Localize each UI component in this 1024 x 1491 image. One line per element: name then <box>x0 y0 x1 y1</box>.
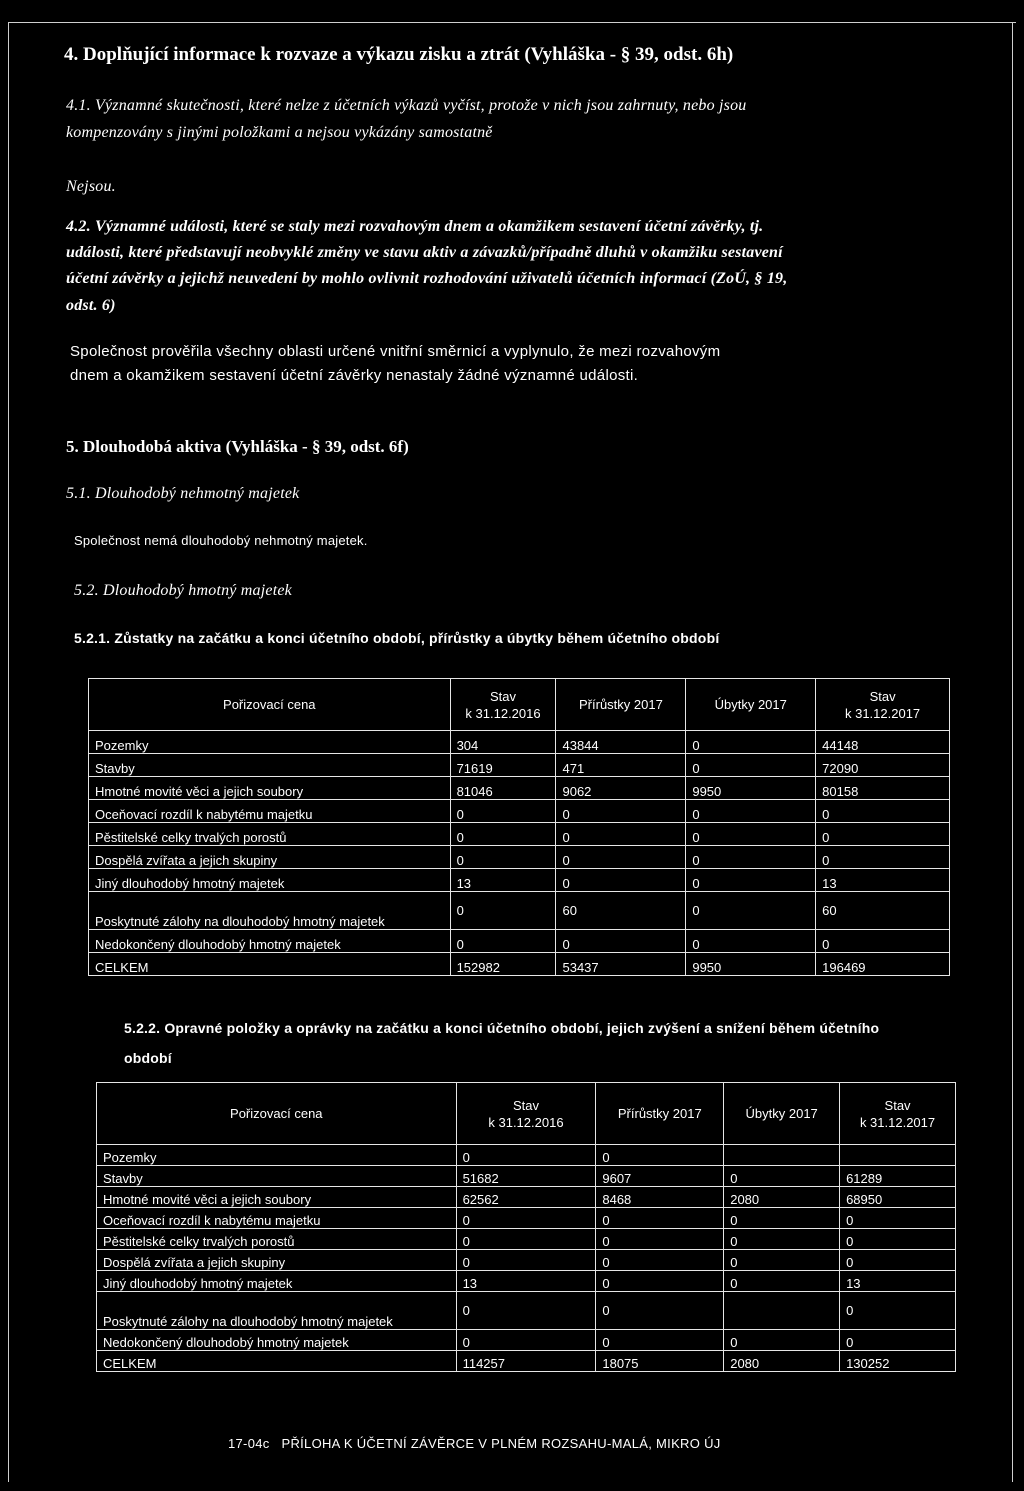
cell-end: 60 <box>816 892 950 930</box>
table-row <box>89 754 950 777</box>
row-label: Poskytnuté zálohy na dlouhodobý hmotný majetek <box>89 892 451 930</box>
s42-text1: Společnost prověřila všechny oblasti určené vnitřní směrnicí a vyplynulo, že mezi rozvahovým <box>70 343 721 360</box>
row-label: Pěstitelské celky trvalých porostů <box>97 1229 457 1250</box>
cell-disposals: 0 <box>686 892 816 930</box>
table-row <box>89 823 950 846</box>
t2-header-cost: Pořizovací cena <box>97 1083 457 1145</box>
right-rule <box>1012 22 1013 1482</box>
cell-additions: 0 <box>596 1145 724 1166</box>
cell-disposals <box>724 1145 840 1166</box>
t2-header-additions: Přírůstky 2017 <box>596 1083 724 1145</box>
cell-additions: 0 <box>556 846 686 869</box>
cell-start: 0 <box>456 1145 596 1166</box>
cell-start: 114257 <box>456 1351 596 1372</box>
row-label: Oceňovací rozdíl k nabytému majetku <box>89 800 451 823</box>
cell-disposals: 9950 <box>686 953 816 976</box>
cell-disposals: 0 <box>724 1330 840 1351</box>
s41-line2: kompenzovány s jinými položkami a nejsou vykázány samostatně <box>66 124 493 141</box>
table-row <box>97 1330 956 1351</box>
row-label: Nedokončený dlouhodobý hmotný majetek <box>97 1330 457 1351</box>
t2-header-start <box>456 1083 596 1145</box>
cell-disposals <box>724 1292 840 1330</box>
cell-start: 0 <box>456 1208 596 1229</box>
cell-disposals: 0 <box>724 1166 840 1187</box>
table-depreciation <box>96 1082 956 1372</box>
row-label: Pozemky <box>97 1145 457 1166</box>
s42-text2: dnem a okamžikem sestavení účetní závěrky nenastaly žádné významné události. <box>70 367 639 384</box>
cell-end: 61289 <box>840 1166 956 1187</box>
s42-line1: 4.2. Významné události, které se staly mezi rozvahovým dnem a okamžikem sestavení účetní závěrky, tj. <box>66 218 764 235</box>
cell-disposals: 0 <box>686 800 816 823</box>
s52-heading: 5.2. Dlouhodobý hmotný majetek <box>74 582 292 599</box>
table-row <box>97 1208 956 1229</box>
cell-start: 0 <box>456 1229 596 1250</box>
cell-start: 0 <box>456 1292 596 1330</box>
cell-start: 13 <box>456 1271 596 1292</box>
table-row <box>97 1229 956 1250</box>
s41-answer: Nejsou. <box>66 178 116 195</box>
top-rule <box>8 22 1016 23</box>
cell-end: 44148 <box>816 731 950 754</box>
cell-additions: 9607 <box>596 1166 724 1187</box>
table-row <box>89 731 950 754</box>
table-acquisition-cost <box>88 678 950 976</box>
cell-disposals: 0 <box>686 731 816 754</box>
t2-header-start-date: k 31.12.2016 <box>488 1114 564 1130</box>
row-label: Oceňovací rozdíl k nabytému majetku <box>97 1208 457 1229</box>
s522-line1: 5.2.2. Opravné položky a oprávky na začátku a konci účetního období, jejich zvýšení a snížení během účetního <box>124 1020 880 1036</box>
cell-end: 13 <box>840 1271 956 1292</box>
t2-header-end <box>840 1083 956 1145</box>
s51-text: Společnost nemá dlouhodobý nehmotný majetek. <box>74 533 368 548</box>
cell-disposals: 2080 <box>724 1187 840 1208</box>
row-label: Dospělá zvířata a jejich skupiny <box>89 846 451 869</box>
table-row <box>89 892 950 930</box>
cell-disposals: 2080 <box>724 1351 840 1372</box>
cell-end: 0 <box>816 800 950 823</box>
cell-disposals: 0 <box>686 754 816 777</box>
table-row <box>97 1250 956 1271</box>
row-label: Hmotné movité věci a jejich soubory <box>89 777 451 800</box>
t1-header-start <box>450 679 556 731</box>
cell-end: 0 <box>816 846 950 869</box>
cell-disposals: 0 <box>686 869 816 892</box>
row-label: Pěstitelské celky trvalých porostů <box>89 823 451 846</box>
cell-start: 0 <box>450 823 556 846</box>
table-row-total <box>89 953 950 976</box>
t2-header-stav-end: Stav <box>884 1097 911 1113</box>
table-row <box>97 1271 956 1292</box>
row-label: Hmotné movité věci a jejich soubory <box>97 1187 457 1208</box>
row-label: CELKEM <box>89 953 451 976</box>
cell-start: 0 <box>450 930 556 953</box>
cell-disposals: 0 <box>724 1208 840 1229</box>
cell-additions: 43844 <box>556 731 686 754</box>
row-label: Jiný dlouhodobý hmotný majetek <box>97 1271 457 1292</box>
t1-header-disposals: Úbytky 2017 <box>686 679 816 731</box>
cell-end: 0 <box>816 930 950 953</box>
t2-header-disposals: Úbytky 2017 <box>724 1083 840 1145</box>
s41-line1: 4.1. Významné skutečnosti, které nelze z účetních výkazů vyčíst, protože v nich jsou zahrnuty, nebo jsou <box>66 97 747 114</box>
left-rule <box>8 22 9 1482</box>
cell-end: 68950 <box>840 1187 956 1208</box>
cell-start: 51682 <box>456 1166 596 1187</box>
cell-additions: 471 <box>556 754 686 777</box>
t1-header-end <box>816 679 950 731</box>
cell-additions: 60 <box>556 892 686 930</box>
cell-end <box>840 1145 956 1166</box>
cell-additions: 0 <box>556 869 686 892</box>
cell-start: 81046 <box>450 777 556 800</box>
table-row <box>89 777 950 800</box>
section4-heading: 4. Doplňující informace k rozvaze a výkazu zisku a ztrát (Vyhláška - § 39, odst. 6h) <box>64 44 734 65</box>
cell-disposals: 0 <box>724 1250 840 1271</box>
row-label: Stavby <box>97 1166 457 1187</box>
cell-disposals: 0 <box>686 846 816 869</box>
s521-heading: 5.2.1. Zůstatky na začátku a konci účetního období, přírůstky a úbytky během účetního období <box>74 630 720 646</box>
cell-end: 0 <box>840 1208 956 1229</box>
cell-start: 0 <box>450 800 556 823</box>
cell-disposals: 0 <box>686 823 816 846</box>
cell-end: 0 <box>816 823 950 846</box>
cell-start: 71619 <box>450 754 556 777</box>
cell-end: 80158 <box>816 777 950 800</box>
table-row <box>89 930 950 953</box>
row-label: Dospělá zvířata a jejich skupiny <box>97 1250 457 1271</box>
cell-additions: 8468 <box>596 1187 724 1208</box>
cell-start: 152982 <box>450 953 556 976</box>
cell-additions: 0 <box>596 1330 724 1351</box>
cell-end: 0 <box>840 1292 956 1330</box>
row-label: Poskytnuté zálohy na dlouhodobý hmotný majetek <box>97 1292 457 1330</box>
cell-additions: 0 <box>596 1250 724 1271</box>
t1-header-end-date: k 31.12.2017 <box>844 705 921 721</box>
table-row <box>97 1166 956 1187</box>
footer <box>228 1436 721 1451</box>
cell-end: 72090 <box>816 754 950 777</box>
cell-additions: 0 <box>596 1292 724 1330</box>
t2-header-end-date: k 31.12.2017 <box>859 1114 936 1130</box>
cell-additions: 9062 <box>556 777 686 800</box>
cell-additions: 18075 <box>596 1351 724 1372</box>
cell-end: 0 <box>840 1250 956 1271</box>
cell-start: 304 <box>450 731 556 754</box>
table-row <box>89 800 950 823</box>
s42-line4: odst. 6) <box>66 297 116 314</box>
cell-start: 0 <box>450 892 556 930</box>
cell-end: 196469 <box>816 953 950 976</box>
t1-header-additions: Přírůstky 2017 <box>556 679 686 731</box>
t1-header-stav-end: Stav <box>869 688 896 704</box>
cell-end: 130252 <box>840 1351 956 1372</box>
cell-disposals: 0 <box>686 930 816 953</box>
cell-end: 13 <box>816 869 950 892</box>
s42-line3: účetní závěrky a jejichž neuvedení by mohlo ovlivnit rozhodování uživatelů účetních informací (ZoÚ, § 19, <box>66 270 788 287</box>
cell-end: 0 <box>840 1330 956 1351</box>
s522-line2: období <box>124 1050 172 1066</box>
footer-text: PŘÍLOHA K ÚČETNÍ ZÁVĚRCE V PLNÉM ROZSAHU-MALÁ, MIKRO ÚJ <box>281 1436 721 1451</box>
cell-end: 0 <box>840 1229 956 1250</box>
table-row <box>97 1292 956 1330</box>
table-row <box>89 869 950 892</box>
cell-additions: 0 <box>596 1229 724 1250</box>
cell-disposals: 9950 <box>686 777 816 800</box>
table-row <box>97 1145 956 1166</box>
cell-start: 62562 <box>456 1187 596 1208</box>
footer-code: 17-04c <box>228 1436 270 1451</box>
cell-start: 0 <box>456 1250 596 1271</box>
s51-heading: 5.1. Dlouhodobý nehmotný majetek <box>66 485 300 502</box>
cell-additions: 0 <box>596 1271 724 1292</box>
s42-line2: události, které představují neobvyklé změny ve stavu aktiv a závazků/případně dluhů v okamžiku sestavení <box>66 244 783 261</box>
t1-header-cost: Pořizovací cena <box>89 679 451 731</box>
cell-additions: 53437 <box>556 953 686 976</box>
table-row-total <box>97 1351 956 1372</box>
t1-header-start-date: k 31.12.2016 <box>465 705 541 721</box>
cell-start: 13 <box>450 869 556 892</box>
cell-start: 0 <box>450 846 556 869</box>
t2-header-stav: Stav <box>512 1097 539 1113</box>
row-label: Pozemky <box>89 731 451 754</box>
cell-additions: 0 <box>596 1208 724 1229</box>
row-label: CELKEM <box>97 1351 457 1372</box>
cell-additions: 0 <box>556 823 686 846</box>
row-label: Jiný dlouhodobý hmotný majetek <box>89 869 451 892</box>
cell-additions: 0 <box>556 930 686 953</box>
cell-start: 0 <box>456 1330 596 1351</box>
t1-header-stav: Stav <box>490 688 517 704</box>
row-label: Stavby <box>89 754 451 777</box>
cell-additions: 0 <box>556 800 686 823</box>
row-label: Nedokončený dlouhodobý hmotný majetek <box>89 930 451 953</box>
table-row <box>89 846 950 869</box>
cell-disposals: 0 <box>724 1229 840 1250</box>
section5-heading: 5. Dlouhodobá aktiva (Vyhláška - § 39, odst. 6f) <box>66 437 409 456</box>
table-row <box>97 1187 956 1208</box>
cell-disposals: 0 <box>724 1271 840 1292</box>
